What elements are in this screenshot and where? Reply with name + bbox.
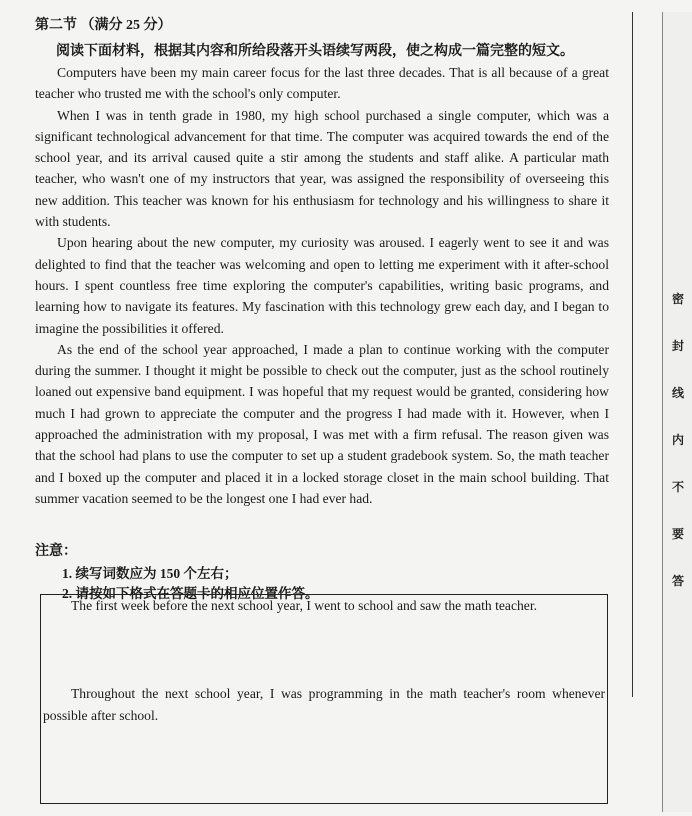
seal-char-6: 要	[671, 527, 684, 541]
note-item-2: 2. 请按如下格式在答题卡的相应位置作答。	[62, 586, 319, 601]
seal-char-2: 封	[671, 339, 684, 353]
passage-paragraph-2: When I was in tenth grade in 1980, my high school purchased a single computer, which was a significant technological advancement for that time. The computer was acquired towards the end of the school year, and its arrival caused quite a stir among the students and staff alike. A particular math teacher, who wasn't one of my instructors that year, was assigned the responsibility of overseeing this new addition. This teacher was known for his enthusiasm for technology and his willingness to share it with students.	[35, 107, 609, 230]
task-instruction: 阅读下面材料，根据其内容和所给段落开头语续写两段，使之构成一篇完整的短文。	[56, 44, 574, 59]
seal-char-7: 答	[671, 574, 684, 588]
passage-paragraph-3: Upon hearing about the new computer, my curiosity was aroused. I eagerly went to see it and was delighted to find that the teacher was welcoming and open to letting me experiment with it after-school hours. I spent countless free time exploring the computer's capabilities, writing basic programs, and learning how to navigate its features. My fascination with this technology grew each day, and I began to imagine the possibilities it offered.	[35, 235, 609, 336]
seal-char-1: 密	[671, 292, 684, 306]
passage-paragraph-1: Computers have been my main career focus for the last three decades. That is all because of a great teacher who trusted me with the school's only computer.	[35, 65, 609, 102]
seal-margin-strip	[662, 12, 692, 812]
paragraph-starter-2: Throughout the next school year, I was programming in the math teacher's room whenever possible after school.	[43, 686, 605, 723]
passage-paragraph-4: As the end of the school year approached, I made a plan to continue working with the computer during the summer. I thought it might be possible to check out the computer, just as the school routinely loaned out expensive band equipment. I was hopeful that my request would be granted, considering how much I had grown to appreciate the computer and the progress I had made with it. However, when I approached the administration with my proposal, I was met with a firm refusal. The reason given was that the school had plans to use the computer to set up a student gradebook system. So, the math teacher and I boxed up the computer and placed it in a locked storage closet in the main school building. That summer vacation seemed to be the longest one I had ever had.	[35, 341, 609, 506]
answer-box[interactable]	[40, 594, 608, 804]
notes-title: 注意：	[35, 544, 77, 559]
seal-char-5: 不	[671, 480, 684, 494]
paragraph-starter-1: The first week before the next school year, I went to school and saw the math teacher.	[71, 598, 538, 613]
binding-line	[632, 12, 633, 697]
section-title: 第二节 （满分 25 分）	[35, 18, 172, 33]
reading-passage	[35, 62, 609, 509]
note-item-1: 1. 续写词数应为 150 个左右；	[62, 566, 238, 581]
seal-char-3: 线	[671, 386, 684, 400]
seal-char-4: 内	[671, 433, 684, 447]
